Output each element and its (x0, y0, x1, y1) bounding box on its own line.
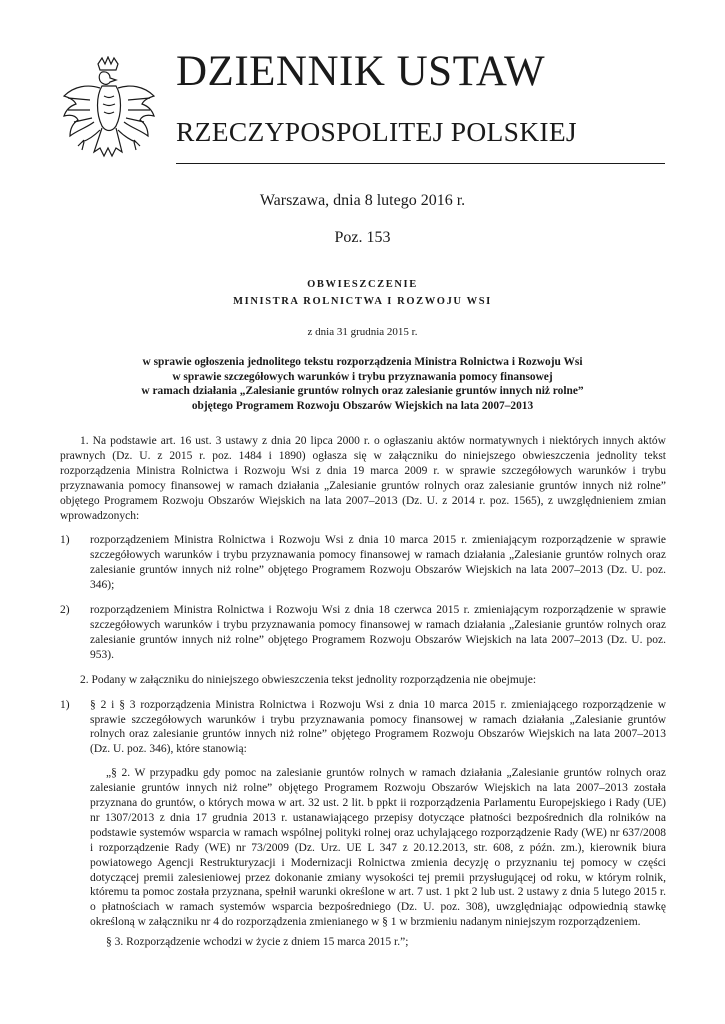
list-item-number: 2) (60, 604, 70, 617)
journal-title: DZIENNIK USTAW (176, 48, 546, 95)
document-type: OBWIESZCZENIE (307, 279, 418, 290)
list-item (60, 603, 666, 663)
quoted-section-3: § 3. Rozporządzenie wchodzi w życie z dniem 15 marca 2015 r.”; (106, 936, 409, 949)
publication-date: Warszawa, dnia 8 lutego 2016 r. (259, 192, 466, 209)
paragraph-2: 2. Podany w załączniku do niniejszego obwieszczenia tekst jednolity rozporządzenia nie obejmuje: (80, 673, 537, 686)
header-divider (176, 163, 665, 164)
journal-subtitle: RZECZYPOSPOLITEJ POLSKIEJ (176, 116, 577, 147)
list-item-text: § 2 i § 3 rozporządzenia Ministra Rolnictwa i Rozwoju Wsi z dnia 10 marca 2015 r. zmieniającego rozporządzenie w sprawie szczegółowych warunków i trybu przyznawania pomocy finansowej w ramach działania „Zalesianie gruntów rolnych oraz zalesianie gruntów innych niż rolne” objętego Programem Rozwoju Obszarów Wiejskich na lata 2007–2013 (Dz. U. poz. 346), które stanowią: (90, 698, 666, 756)
document-subject (60, 355, 665, 413)
document-issuer: MINISTRA ROLNICTWA I ROZWOJU WSI (233, 296, 492, 307)
list-item-text: rozporządzeniem Ministra Rolnictwa i Rozwoju Wsi z dnia 10 marca 2015 r. zmieniającym rozporządzenie w sprawie szczegółowych warunków i trybu przyznawania pomocy finansowej w ramach działania „Zalesianie gruntów rolnych oraz zalesianie gruntów innych niż rolne” objętego Programem Rozwoju Obszarów Wiejskich na lata 2007–2013 (Dz. U. poz. 346); (90, 534, 666, 592)
list-item-number: 1) (60, 534, 70, 547)
quoted-section-2: „§ 2. W przypadku gdy pomoc na zalesianie gruntów rolnych w ramach działania „Zalesianie gruntów rolnych oraz zalesianie gruntów innych niż rolne” objętego Programem Rozwoju Obszarów Wiejskich na lata 2007–2013 została przyznana do gruntów, o których mowa w art. 32 ust. 2 lit. b ppkt ii rozporządzenia Parlamentu Europejskiego i Rady (UE) nr 1307/2013 z dnia 17 grudnia 2013 r. ustanawiającego przepisy dotyczące płatności bezpośrednich dla rolników na podstawie systemów wsparcia w ramach wspólnej polityki rolnej oraz uchylającego rozporządzenie Rady (WE) nr 637/2008 i rozporządzenie Rady (WE) nr 73/2009 (Dz. Urz. UE L 347 z 20.12.2013, str. 608, z późn. zm.), kierownik biura powiatowego Agencji Restrukturyzacji i Modernizacji Rolnictwa zmienia decyzję o przyznaniu tej pomocy w części dotyczącej premii zalesieniowej przez dokonanie zmiany wysokości tej premii przysługującej od roku, w którym rolnik, któremu ta pomoc została przyznana, spełnił warunki określone w art. 7 ust. 1 pkt 2 lub ust. 2 ustawy z dnia 5 lutego 2015 r. o płatnościach w ramach systemów wsparcia bezpośredniego (Dz. U. poz. 308), uwzględniając odpowiednią stawkę określoną w załączniku nr 4 do rozporządzenia zmienianego w § 1 w brzmieniu nadanym niniejszym rozporządzeniem. (90, 767, 666, 929)
subject-line: w sprawie ogłoszenia jednolitego tekstu rozporządzenia Ministra Rolnictwa i Rozwoju Wsi (142, 356, 583, 368)
list-item (60, 698, 666, 758)
subject-line: w sprawie szczegółowych warunków i trybu przyznawania pomocy finansowej (172, 370, 553, 383)
list-item-text: rozporządzeniem Ministra Rolnictwa i Rozwoju Wsi z dnia 18 czerwca 2015 r. zmieniającym rozporządzenie w sprawie szczegółowych warunków i trybu przyznawania pomocy finansowej w ramach działania „Zalesianie gruntów rolnych oraz zalesianie gruntów innych niż rolne” objętego Programem Rozwoju Obszarów Wiejskich na lata 2007–2013 (Dz. U. poz. 953). (90, 604, 666, 661)
list-item (60, 533, 666, 593)
polish-eagle-emblem-icon (60, 56, 156, 168)
document-date: z dnia 31 grudnia 2015 r. (307, 326, 418, 338)
subject-line: objętego Programem Rozwoju Obszarów Wiejskich na lata 2007–2013 (191, 399, 534, 412)
document-body (60, 434, 666, 950)
subject-line: w ramach działania „Zalesianie gruntów rolnych oraz zalesianie gruntów innych niż rolne” (141, 385, 584, 397)
position-number: Poz. 153 (334, 229, 391, 246)
list-item-number: 1) (60, 698, 70, 711)
paragraph-1: 1. Na podstawie art. 16 ust. 3 ustawy z dnia 20 lipca 2000 r. o ogłaszaniu aktów normatywnych i niektórych innych aktów prawnych (Dz. U. z 2015 r. poz. 1484 i 1890) ogłasza się w załączniku do niniejszego obwieszczenia jednolity tekst rozporządzenia Ministra Rolnictwa i Rozwoju Wsi z dnia 19 marca 2009 r. w sprawie szczegółowych warunków i trybu przyznawania pomocy finansowej w ramach działania „Zalesianie gruntów rolnych oraz zalesianie gruntów innych niż rolne” objętego Programem Rozwoju Obszarów Wiejskich na lata 2007–2013 (Dz. U. z 2014 r. poz. 1565), z uwzględnieniem zmian wprowadzonych: (60, 435, 666, 522)
